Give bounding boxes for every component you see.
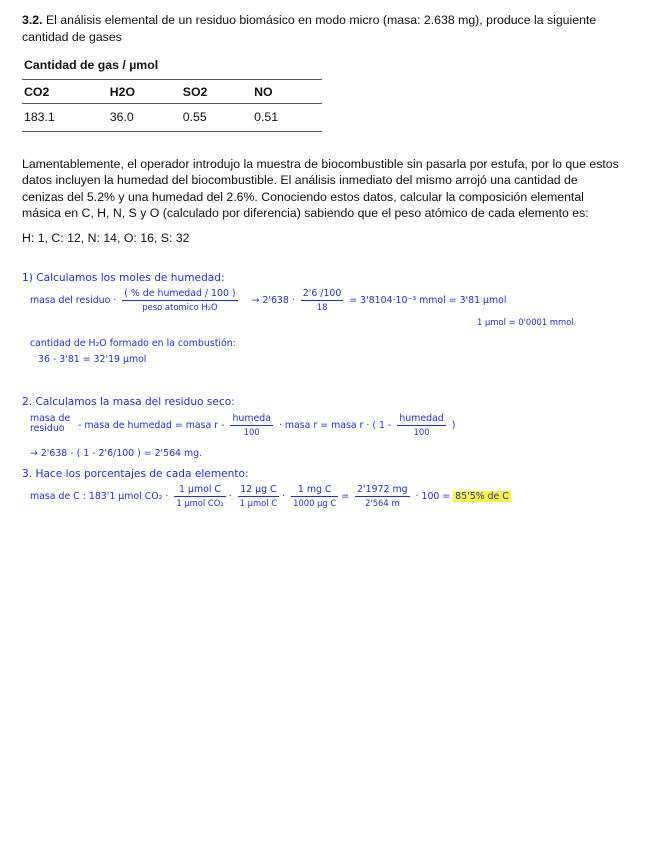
fraction-numerator: 2'1972 mg [357,484,408,495]
step1-result: = 3'8104·10⁻³ mmol = 3'81 µmol [349,295,507,306]
step3-result-highlight: 85'5% de C [455,491,509,502]
step3-fraction-2 [238,484,279,509]
step3-fraction-3 [291,484,338,509]
gas-table-cell: 183.1 [22,104,108,132]
step2-title: 2. Calculamos la masa del residuo seco: [22,396,235,408]
step1-arrow: → 2'638 · [251,295,295,306]
gas-table-cell: 0.51 [252,104,322,132]
step2-equation [78,413,455,438]
gas-table-cell: 36.0 [108,104,181,132]
gas-table-header: H2O [108,80,181,104]
step3-title: 3. Hace los porcentajes de cada elemento: [22,468,249,480]
step2-eq2-end: ) [451,420,456,431]
atomic-weights: H: 1, C: 12, N: 14, O: 16, S: 32 [22,230,190,245]
step3-label: masa de C : 183'1 µmol CO₂ · [30,491,169,502]
step3-fraction-4 [355,484,409,509]
problem-text: El análisis elemental de un residuo biomásico en modo micro (masa: 2.638 mg), produce la siguiente cantidad de gases [22,13,597,44]
fraction-numerator: humedad [399,413,444,424]
fraction-denominator: peso atomico H₂O [142,302,218,312]
gas-table-caption: Cantidad de gas / µmol [22,55,322,80]
step2-fraction [230,413,272,438]
step3-end: · 100 = [415,491,451,502]
fraction-denominator: 1000 µg C [293,498,337,508]
step2-eq2: · masa r = masa r · ( 1 - [278,420,392,431]
problem-statement [22,12,622,45]
fraction-numerator: 1 µmol C [174,484,225,497]
fraction-denominator: 1 µmol CO₂ [176,498,224,508]
step3-fraction-1 [174,484,225,509]
gas-table [22,55,322,132]
problem-document [22,12,622,246]
gas-table-header: NO [252,80,322,104]
step2-calc: → 2'638 - ( 1 - 2'6/100 ) = 2'564 mg. [30,448,203,459]
step2-fraction-2 [397,413,445,438]
gas-table-header: CO2 [22,80,108,104]
fraction-numerator: humeda [232,413,271,424]
step2-label-a: masa de [30,413,71,424]
step2-label [30,414,70,434]
step3-equation: masa de C : 183'1 µmol CO₂ · $\frac{\text{1 µmol C}}{\text{1 µmol CO₂}}$ · $\frac{\text{12 µg C}}{\text{1 µmol C}}$ · $\frac{\text{1 mg C}}{\text{1000 µg C}}$ = $\frac{2'1972 mg}{2'564 m}$ · 100 = 85'5% de C [30,484,509,508]
fraction-denominator: 100 [413,427,430,437]
step2-eq1: - masa de humedad = masa r - [78,420,225,431]
step2-label-b: residuo [30,423,65,434]
fraction-denominator: 100 [243,427,260,437]
step1-fraction-2 [301,288,344,313]
step1-equation [30,288,506,313]
step1-subtitle: cantidad de H₂O formado en la combustión: [30,338,236,349]
step1-conversion: 1 µmol = 0'0001 mmol [477,317,574,327]
step1-title: 1) Calculamos los moles de humedad: [22,272,225,284]
step1-fraction [122,288,237,313]
fraction-denominator: 1 µmol C [239,498,278,508]
gas-table-cell: 0.55 [181,104,252,132]
gas-table-header: SO2 [181,80,252,104]
fraction-numerator: ( % de humedad / 100 ) [124,288,236,299]
fraction-denominator: 18 [316,302,328,312]
problem-number: 3.2. [22,13,43,27]
fraction-denominator: 2'564 m [365,498,400,508]
fraction-numerator: 2'6 /100 [302,288,342,299]
step1-label: masa del residuo · [30,295,117,306]
step1-water-calc: 36 - 3'81 = 32'19 µmol [38,354,147,365]
problem-paragraph: Lamentablemente, el operador introdujo la muestra de biocombustible sin pasarla por estufa, por lo que estos datos incluyen la humedad del biocombustible. El análisis inmediato del mismo arrojó una cantidad de cenizas del 5.2% y una humedad del 2.6%. Conociendo estos datos, calcular la composición elemental másica en C, H, N, S y O (calculado por diferencia) sabiendo que el peso atómico de cada elemento es: [22,156,619,220]
gas-table-header-row [22,80,322,104]
fraction-numerator: 12 µg C [238,484,279,497]
fraction-numerator: 1 mg C [291,484,338,497]
gas-table-row [22,104,322,132]
